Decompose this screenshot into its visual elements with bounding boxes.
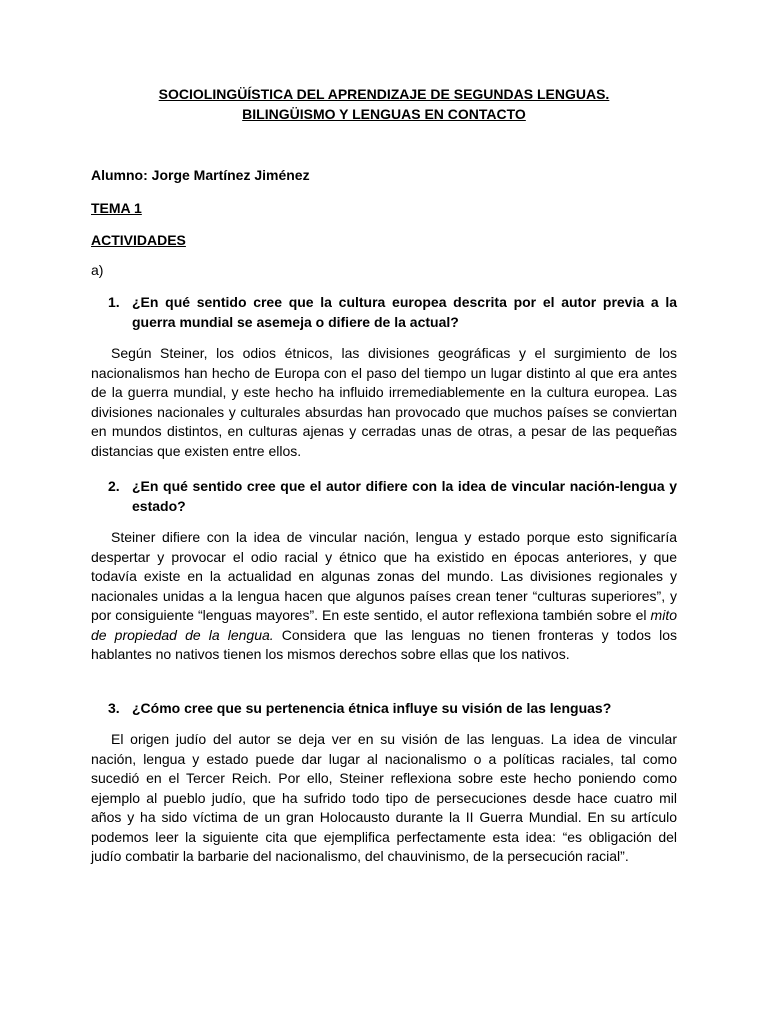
question-3 (91, 698, 677, 718)
question-number: 1. (108, 294, 120, 310)
document-page (91, 84, 677, 864)
question-text: ¿En qué sentido cree que la cultura europea descrita por el autor previa a la guerra mundial se asemeja o difiere de la actual? (132, 294, 677, 330)
question-block-3 (91, 698, 677, 867)
answer-3: El origen judío del autor se deja ver en su visión de las lenguas. La idea de vincular nación, lengua y estado puede dar lugar al nacionalismo o a políticas raciales, tal como sucedió en el Tercer Reich. Por ello, Steiner reflexiona sobre este hecho poniendo como ejemplo al pueblo judío, que ha sufrido todo tipo de persecuciones desde hace cuatro mil años y ha sido víctima de un gran Holocausto durante la II Guerra Mundial. En su artículo podemos leer la siguiente cita que ejemplifica perfectamente esta idea: “es obligación del judío combatir la barbarie del nacionalismo, del chauvinismo, de la persecución racial”. (91, 731, 677, 864)
document-title (91, 84, 677, 124)
question-block-2 (91, 476, 677, 665)
question-text: ¿Cómo cree que su pertenencia étnica influye su visión de las lenguas? (132, 700, 612, 716)
student-name: Alumno: Jorge Martínez Jiménez (91, 167, 310, 183)
answer-2-text-end: Considera que las lenguas no tienen fronteras y todos los hablantes no nativos tienen los mismos derechos sobre ellas que los nativos. (91, 626, 677, 662)
answer-1: Según Steiner, los odios étnicos, las divisiones geográficas y el surgimiento de los nacionalismos han hecho de Europa con el paso del tiempo un lugar distinto al que era antes de la guerra mundial, y este hecho ha influido irremediablemente en la cultura europea. Las divisiones nacionales y culturales absurdas han provocado que muchos países se conviertan en mundos distintos, en culturas ajenas y cerradas unas de otras, a pesar de las pequeñas distancias que existen entre ellos. (91, 345, 677, 459)
answer-2-emphasis: mito de propiedad de la lengua. (91, 607, 677, 643)
question-2 (91, 476, 677, 516)
question-number: 3. (108, 700, 120, 716)
question-number: 2. (108, 478, 120, 494)
question-text: ¿En qué sentido cree que el autor difiere con la idea de vincular nación-lengua y estado? (132, 478, 677, 514)
activities-heading: ACTIVIDADES (91, 232, 186, 248)
question-1 (91, 292, 677, 332)
title-line-2: BILINGÜISMO Y LENGUAS EN CONTACTO (242, 106, 526, 122)
answer-2-text: Steiner difiere con la idea de vincular nación, lengua y estado porque esto significaría despertar y provocar el odio racial y étnico que ha existido en épocas anteriores, y que todavía existe en la actualidad en algunas zonas del mundo. Las divisiones regionales y nacionales unidas a la lengua hacen que algunos países crean tener “culturas superiores”, y por consiguiente “lenguas mayores”. En este sentido, el autor reflexiona también sobre el (91, 529, 677, 623)
section-label: a) (91, 262, 104, 278)
question-block-1 (91, 292, 677, 461)
answer-2 (91, 528, 677, 665)
topic-heading: TEMA 1 (91, 200, 142, 216)
title-line-1: SOCIOLINGÜÍSTICA DEL APRENDIZAJE DE SEGUNDAS LENGUAS. (158, 86, 610, 102)
